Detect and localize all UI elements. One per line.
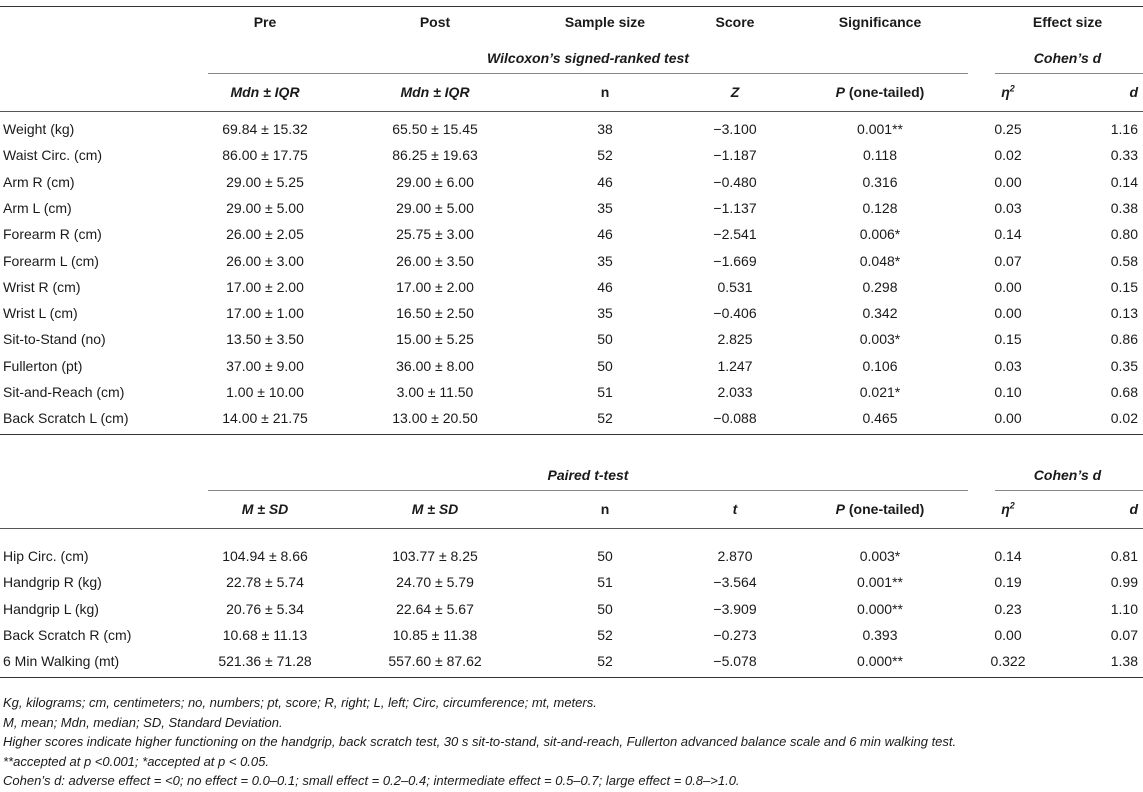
cell-score: −3.100 — [713, 121, 757, 137]
cell-score: 2.825 — [717, 331, 753, 348]
cell-d: 1.16 — [1110, 121, 1138, 137]
p-suffix: (one-tailed) — [845, 84, 925, 100]
p-label: P — [835, 501, 845, 517]
cell-d: 0.13 — [1110, 305, 1138, 322]
cell-post: 36.00 ± 8.00 — [396, 357, 474, 374]
section1-subheader-row — [0, 79, 1143, 105]
subheader-pre: Mdn ± IQR — [230, 84, 300, 100]
cell-post: 26.00 ± 3.50 — [396, 252, 474, 269]
effect-underline — [995, 490, 1143, 491]
cell-p: 0.393 — [862, 626, 898, 643]
eta-symbol: η — [1001, 501, 1010, 517]
cell-eta: 0.14 — [994, 548, 1022, 564]
cell-pre: 17.00 ± 2.00 — [226, 278, 304, 295]
cell-score: 1.247 — [717, 357, 753, 374]
cell-n: 35 — [597, 199, 613, 216]
cell-d: 0.07 — [1110, 626, 1138, 643]
cell-p: 0.000** — [857, 600, 903, 617]
cell-d: 0.68 — [1110, 384, 1138, 400]
table-row — [0, 596, 1143, 622]
cell-post: 15.00 ± 5.25 — [396, 331, 474, 348]
table-row — [0, 569, 1143, 595]
cell-n: 52 — [597, 147, 613, 164]
subheader-rule — [0, 111, 1143, 112]
cell-n: 50 — [597, 331, 613, 348]
cell-label: Handgrip R (kg) — [3, 574, 102, 591]
p-label: P — [835, 84, 845, 100]
cell-label: Sit-to-Stand (no) — [3, 331, 106, 348]
cell-p: 0.106 — [862, 357, 898, 374]
table-row — [0, 379, 1143, 405]
cell-label: Fullerton (pt) — [3, 357, 83, 374]
cell-pre: 17.00 ± 1.00 — [226, 305, 304, 322]
p-suffix: (one-tailed) — [845, 501, 925, 517]
cell-pre: 86.00 ± 17.75 — [222, 147, 308, 164]
table-row — [0, 326, 1143, 352]
header-score: Score — [715, 14, 755, 30]
subheader-d: d — [1129, 84, 1138, 100]
footnote: M, mean; Mdn, median; SD, Standard Deviation. — [3, 714, 283, 730]
cell-post: 29.00 ± 5.00 — [396, 199, 474, 216]
subheader-n: n — [600, 501, 610, 517]
cell-p: 0.003* — [859, 331, 901, 348]
cell-post: 103.77 ± 8.25 — [392, 548, 478, 564]
cell-d: 1.38 — [1110, 653, 1138, 670]
effect-name: Cohen’s d — [1033, 50, 1102, 66]
subheader-post: M ± SD — [411, 501, 459, 517]
subheader-rule — [0, 528, 1143, 529]
cell-d: 0.14 — [1110, 173, 1138, 190]
cell-n: 52 — [597, 410, 613, 427]
cell-eta: 0.00 — [994, 173, 1022, 190]
cell-pre: 26.00 ± 2.05 — [226, 226, 304, 243]
cell-post: 13.00 ± 20.50 — [392, 410, 478, 427]
cell-score: −0.480 — [713, 173, 757, 190]
cell-eta: 0.10 — [994, 384, 1022, 400]
cell-eta: 0.02 — [994, 147, 1022, 164]
cell-score: −1.137 — [713, 199, 757, 216]
subheader-pre: M ± SD — [241, 501, 289, 517]
cell-p: 0.003* — [859, 548, 901, 564]
subheader-eta — [978, 79, 1038, 105]
cell-pre: 104.94 ± 8.66 — [222, 548, 308, 564]
subheader-p — [810, 79, 950, 105]
cell-eta: 0.14 — [994, 226, 1022, 243]
eta-superscript: 2 — [1009, 500, 1015, 511]
cell-label: Waist Circ. (cm) — [3, 147, 103, 164]
table-row — [0, 248, 1143, 274]
cell-p: 0.048* — [859, 252, 901, 269]
table-row — [0, 648, 1143, 674]
cell-p: 0.298 — [862, 278, 898, 295]
table-row — [0, 116, 1143, 142]
cell-score: 2.033 — [717, 384, 753, 400]
cell-label: Forearm R (cm) — [3, 226, 102, 243]
eta-symbol: η — [1001, 84, 1010, 100]
cell-score: −0.088 — [713, 410, 757, 427]
table-row — [0, 543, 1143, 569]
cell-n: 46 — [597, 226, 613, 243]
cell-pre: 22.78 ± 5.74 — [226, 574, 304, 591]
table-row — [0, 622, 1143, 648]
test-underline — [208, 73, 968, 74]
cell-d: 0.02 — [1110, 410, 1138, 427]
cell-eta: 0.23 — [994, 600, 1022, 617]
table-row — [0, 405, 1143, 431]
cell-eta: 0.03 — [994, 199, 1022, 216]
cell-d: 0.35 — [1110, 357, 1138, 374]
footnote: **accepted at p <0.001; *accepted at p < 0.05. — [3, 753, 269, 769]
effect-underline — [995, 73, 1143, 74]
subheader-eta — [978, 496, 1038, 522]
cell-eta: 0.00 — [994, 410, 1022, 427]
top-rule — [0, 6, 1143, 7]
cell-label: 6 Min Walking (mt) — [3, 653, 120, 670]
table-row — [0, 142, 1143, 168]
cell-label: Arm L (cm) — [3, 199, 72, 216]
cell-p: 0.001** — [857, 121, 903, 137]
cell-n: 52 — [597, 626, 613, 643]
header-post: Post — [419, 14, 451, 30]
cell-label: Wrist L (cm) — [3, 305, 78, 322]
header-pre: Pre — [253, 14, 277, 30]
table-row — [0, 300, 1143, 326]
cell-p: 0.006* — [859, 226, 901, 243]
subheader-n: n — [600, 84, 610, 100]
footnote: Higher scores indicate higher functioning on the handgrip, back scratch test, 30 s sit-to-stand, sit-and-reach, Fullerton advanced balance scale and 6 min walking test. — [3, 734, 957, 749]
cell-n: 52 — [597, 653, 613, 670]
cell-label: Arm R (cm) — [3, 173, 75, 190]
header-significance: Significance — [838, 14, 922, 30]
cell-label: Back Scratch L (cm) — [3, 410, 129, 427]
cell-p: 0.118 — [863, 147, 897, 164]
cell-n: 50 — [597, 548, 613, 564]
section1-test-row — [0, 45, 1143, 71]
table-row — [0, 274, 1143, 300]
header-effect-size: Effect size — [1032, 14, 1103, 30]
cell-score: 2.870 — [717, 548, 753, 564]
cell-label: Hip Circ. (cm) — [3, 548, 89, 564]
table-row — [0, 353, 1143, 379]
cell-n: 38 — [597, 121, 613, 137]
cell-p: 0.000** — [857, 653, 903, 670]
cell-label: Weight (kg) — [3, 121, 75, 137]
cell-score: −5.078 — [713, 653, 757, 670]
cell-pre: 69.84 ± 15.32 — [222, 121, 308, 137]
subheader-post: Mdn ± IQR — [400, 84, 470, 100]
cell-n: 46 — [597, 278, 613, 295]
subheader-score: Z — [730, 84, 740, 100]
eta-superscript: 2 — [1009, 83, 1015, 94]
cell-post: 3.00 ± 11.50 — [396, 384, 474, 400]
table-row — [0, 221, 1143, 247]
cell-pre: 1.00 ± 10.00 — [226, 384, 304, 400]
cell-post: 86.25 ± 19.63 — [392, 147, 478, 164]
cell-post: 10.85 ± 11.38 — [392, 626, 478, 643]
cell-eta: 0.15 — [994, 331, 1022, 348]
cell-eta: 0.00 — [994, 626, 1022, 643]
header-sample-size: Sample size — [564, 14, 646, 30]
cell-post: 29.00 ± 6.00 — [396, 173, 474, 190]
cell-n: 51 — [597, 574, 613, 591]
cell-pre: 29.00 ± 5.25 — [226, 173, 304, 190]
cell-eta: 0.19 — [994, 574, 1022, 591]
cell-post: 24.70 ± 5.79 — [396, 574, 474, 591]
cell-label: Handgrip L (kg) — [3, 600, 99, 617]
cell-score: −0.273 — [713, 626, 757, 643]
cell-d: 0.81 — [1110, 548, 1138, 564]
cell-pre: 29.00 ± 5.00 — [226, 199, 304, 216]
cell-p: 0.001** — [857, 574, 903, 591]
cell-n: 35 — [597, 252, 613, 269]
cell-p: 0.342 — [862, 305, 898, 322]
cell-p: 0.128 — [862, 199, 898, 216]
cell-score: −3.909 — [713, 600, 757, 617]
cell-d: 0.33 — [1110, 147, 1138, 164]
cell-d: 0.80 — [1110, 226, 1138, 243]
cell-post: 22.64 ± 5.67 — [396, 600, 474, 617]
cell-score: −1.187 — [713, 147, 757, 164]
test-underline — [208, 490, 968, 491]
cell-d: 0.99 — [1110, 574, 1138, 591]
cell-score: 0.531 — [717, 278, 753, 295]
test-name: Paired t-test — [547, 467, 629, 483]
subheader-p — [810, 496, 950, 522]
cell-eta: 0.25 — [994, 121, 1022, 137]
table-row — [0, 169, 1143, 195]
cell-n: 51 — [597, 384, 613, 400]
cell-pre: 26.00 ± 3.00 — [226, 252, 304, 269]
cell-p: 0.021* — [859, 384, 901, 400]
footnote: Kg, kilograms; cm, centimeters; no, numbers; pt, score; R, right; L, left; Circ, circumference; mt, meters. — [3, 695, 597, 710]
cell-d: 0.86 — [1110, 331, 1138, 348]
cell-post: 17.00 ± 2.00 — [396, 278, 474, 295]
cell-pre: 10.68 ± 11.13 — [222, 626, 308, 643]
table-row — [0, 195, 1143, 221]
cell-eta: 0.322 — [990, 653, 1026, 670]
cell-post: 65.50 ± 15.45 — [392, 121, 478, 137]
cell-eta: 0.03 — [994, 357, 1022, 374]
footnote: Cohen’s d: adverse effect = <0; no effect = 0.0–0.1; small effect = 0.2–0.4; intermediate effect = 0.5–0.7; large effect = 0.8–>1.0. — [3, 773, 740, 788]
cell-label: Back Scratch R (cm) — [3, 626, 132, 643]
cell-post: 16.50 ± 2.50 — [396, 305, 474, 322]
cell-d: 0.15 — [1110, 278, 1138, 295]
cell-pre: 20.76 ± 5.34 — [226, 600, 304, 617]
cell-pre: 14.00 ± 21.75 — [222, 410, 308, 427]
subheader-score: t — [732, 501, 738, 517]
effect-name: Cohen’s d — [1033, 467, 1102, 483]
section2-test-row — [0, 462, 1143, 488]
cell-score: −1.669 — [713, 252, 757, 269]
cell-label: Sit-and-Reach (cm) — [3, 384, 125, 400]
subheader-d: d — [1129, 501, 1138, 517]
cell-pre: 37.00 ± 9.00 — [226, 357, 304, 374]
section2-subheader-row — [0, 496, 1143, 522]
cell-score: −0.406 — [713, 305, 757, 322]
cell-post: 25.75 ± 3.00 — [396, 226, 474, 243]
cell-p: 0.316 — [862, 173, 898, 190]
column-header-row — [0, 9, 1143, 35]
cell-score: −3.564 — [713, 574, 757, 591]
cell-post: 557.60 ± 87.62 — [388, 653, 482, 670]
test-name: Wilcoxon’s signed-ranked test — [487, 50, 689, 66]
section1-end-rule — [0, 434, 1143, 435]
cell-eta: 0.07 — [994, 252, 1022, 269]
cell-pre: 521.36 ± 71.28 — [218, 653, 312, 670]
cell-n: 35 — [597, 305, 613, 322]
table-bottom-rule — [0, 677, 1143, 678]
cell-label: Wrist R (cm) — [3, 278, 81, 295]
cell-d: 1.10 — [1110, 600, 1138, 617]
cell-n: 46 — [597, 173, 613, 190]
cell-p: 0.465 — [862, 410, 898, 427]
cell-n: 50 — [597, 357, 613, 374]
cell-eta: 0.00 — [994, 305, 1022, 322]
cell-pre: 13.50 ± 3.50 — [226, 331, 304, 348]
cell-n: 50 — [597, 600, 613, 617]
cell-label: Forearm L (cm) — [3, 252, 99, 269]
cell-score: −2.541 — [713, 226, 757, 243]
cell-d: 0.38 — [1110, 199, 1138, 216]
cell-eta: 0.00 — [994, 278, 1022, 295]
cell-d: 0.58 — [1110, 252, 1138, 269]
